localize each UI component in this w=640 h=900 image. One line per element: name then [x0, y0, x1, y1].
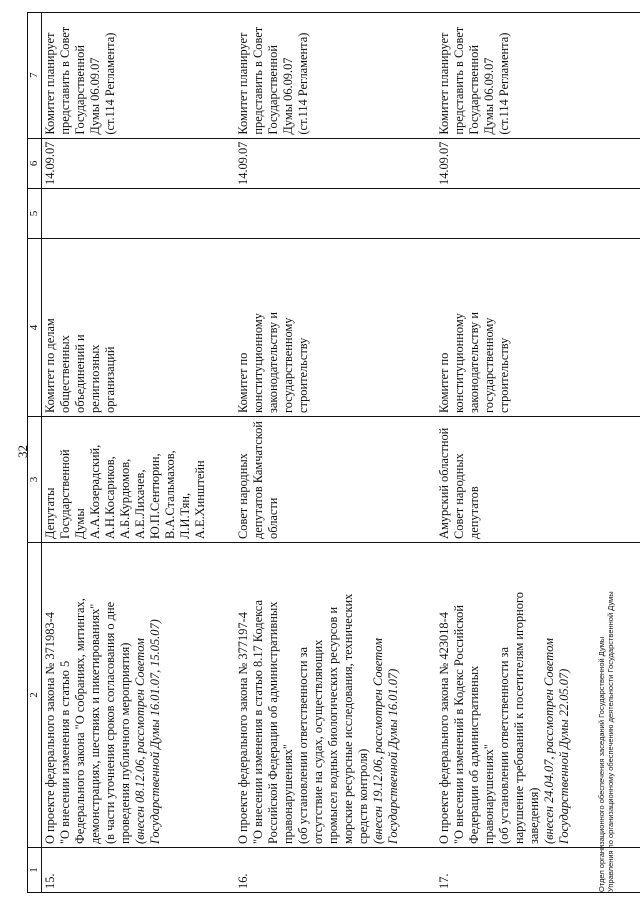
note-line: Государственной Думы 22.05.07): [556, 668, 571, 844]
committee-line: строительству: [496, 337, 511, 413]
committee-cell: [436, 239, 640, 417]
note-line: Государственной Думы 16.01.07, 15.05.07): [148, 619, 162, 844]
footer-line: Отдел организационного обеспечения заседаний Государственной Думы: [597, 636, 606, 892]
plan-line: Комитет планирует: [235, 32, 250, 135]
title-line: О проекте федерального закона № 377197-4: [235, 612, 250, 844]
page-footer: [597, 591, 615, 892]
column-5-cell: [42, 189, 235, 239]
note-line: (внесен 19.12.06, рассмотрен Советом: [370, 638, 385, 844]
committee-line: государственному: [481, 317, 496, 413]
initiator-line: Думы: [73, 508, 87, 539]
column-number: 4: [28, 239, 42, 417]
title-line: промысел водных биологических ресурсов и: [325, 606, 340, 844]
plan-line: Государственной: [73, 45, 87, 135]
initiator-line: Л.И.Тян,: [178, 492, 192, 539]
title-line: Федерации об административных: [466, 665, 481, 844]
plan-line: представить в Совет: [250, 26, 265, 135]
initiator-line: депутатов: [466, 486, 481, 539]
note-line: Государственной Думы 16.01.07): [385, 668, 400, 844]
plan-line: Комитет планирует: [43, 32, 57, 135]
committee-line: объединений и: [73, 334, 87, 413]
column-number: 7: [28, 12, 42, 138]
title-line: "О внесении изменения в статью 8.17 Кодекса: [250, 600, 265, 844]
committee-line: общественных: [58, 335, 72, 413]
table-row: [42, 12, 235, 892]
column-5-cell: [436, 189, 640, 239]
date-cell: 14.09.07: [235, 138, 436, 188]
title-line: (об установлении ответственности за: [295, 647, 310, 844]
plan-line: Комитет планирует: [436, 32, 451, 135]
plan-cell: [42, 12, 235, 138]
title-line: средств контроля): [355, 748, 370, 844]
plan-line: (ст.114 Регламента): [496, 32, 511, 135]
note-line: (внесен 08.12.06, рассмотрен Советом: [133, 638, 147, 844]
date-cell: 14.09.07: [42, 138, 235, 188]
title-line: (об установлении ответственности за: [496, 647, 511, 844]
bill-description: [235, 543, 436, 848]
title-line: "О внесении изменений в Кодекс Российской: [451, 605, 466, 844]
plan-line: Думы 06.09.07: [88, 57, 102, 135]
initiator-line: Депутаты: [43, 487, 57, 539]
initiator-line: Ю.П.Сентюрин,: [148, 453, 162, 539]
title-line: демонстрациях, шествиях и пикетированиях": [88, 603, 102, 844]
column-5-cell: [235, 189, 436, 239]
plan-line: (ст.114 Регламента): [295, 32, 310, 135]
title-line: О проекте федерального закона № 423018-4: [436, 612, 451, 844]
committee-cell: [42, 239, 235, 417]
plan-cell: [235, 12, 436, 138]
title-line: "О внесении изменения в статью 5: [58, 660, 72, 844]
title-line: нарушение требований к посетителям игорного: [511, 592, 526, 844]
row-number: 17.: [436, 848, 640, 893]
title-line: отсутствие на судах, осуществляющих: [310, 639, 325, 844]
initiator-line: Амурский областной: [436, 427, 451, 539]
initiator-line: депутатов Камчатской: [250, 421, 265, 539]
title-line: (в части уточнения сроков согласования о дне: [103, 601, 117, 844]
page-number: 32: [15, 445, 30, 458]
plan-line: Думы 06.09.07: [280, 57, 295, 135]
column-number-row: [28, 12, 42, 892]
committee-cell: [235, 239, 436, 417]
committee-line: Комитет по: [235, 352, 250, 413]
initiator-line: области: [265, 497, 280, 539]
committee-line: строительству: [295, 337, 310, 413]
committee-line: законодательству и: [466, 312, 481, 413]
committee-line: Комитет по: [436, 352, 451, 413]
title-line: проведения публичного мероприятия): [118, 642, 132, 844]
initiator-line: Совет народных: [451, 453, 466, 539]
table-row: [235, 12, 436, 892]
note-line: (внесен 24.04.07, рассмотрен Советом: [541, 638, 556, 844]
column-number: 6: [28, 138, 42, 188]
title-line: Российской Федерации об административных: [265, 601, 280, 844]
bill-description: [42, 543, 235, 848]
committee-line: конституционному: [250, 313, 265, 413]
date-cell: 14.09.07: [436, 138, 640, 188]
initiator-line: А.Е.Хинштейн: [193, 460, 207, 539]
initiator-line: А.Н.Косариков,: [103, 456, 117, 539]
committee-line: Комитет по делам: [43, 318, 57, 413]
column-number: 5: [28, 189, 42, 239]
title-line: правонарушениях": [280, 744, 295, 844]
plan-line: Государственной: [466, 45, 481, 135]
plan-cell: [436, 12, 640, 138]
title-line: морские ресурсные исследования, технических: [340, 593, 355, 844]
committee-line: государственному: [280, 317, 295, 413]
column-number: 1: [28, 848, 42, 893]
initiator-line: А.А.Козерадский,: [88, 444, 102, 539]
plan-line: Думы 06.09.07: [481, 57, 496, 135]
initiator-line: Государственной: [58, 449, 72, 539]
column-number: 2: [28, 543, 42, 848]
bills-table: [27, 12, 640, 893]
committee-line: конституционному: [451, 313, 466, 413]
initiator-line: Совет народных: [235, 453, 250, 539]
plan-line: представить в Совет: [58, 26, 72, 135]
initiator-cell: [436, 417, 640, 543]
initiator-line: А.Б.Курдюмов,: [118, 458, 132, 539]
title-line: Федерального закона "О собраниях, митингах,: [73, 598, 87, 844]
committee-line: религиозных: [88, 344, 102, 413]
title-line: О проекте федерального закона № 371983-4: [43, 612, 57, 844]
plan-line: Государственной: [265, 45, 280, 135]
footer-line: Управления по организационному обеспечению деятельности Государственной Думы: [606, 591, 615, 892]
initiator-cell: [42, 417, 235, 543]
initiator-cell: [235, 417, 436, 543]
committee-line: организаций: [103, 346, 117, 413]
plan-line: (ст.114 Регламента): [103, 32, 117, 135]
title-line: правонарушениях": [481, 744, 496, 844]
initiator-line: В.А.Стальмахов,: [163, 450, 177, 539]
plan-line: представить в Совет: [451, 26, 466, 135]
column-number: 3: [28, 417, 42, 543]
committee-line: законодательству и: [265, 312, 280, 413]
title-line: заведения): [526, 787, 541, 844]
row-number: 16.: [235, 848, 436, 893]
initiator-line: А.Е.Лихачев,: [133, 469, 147, 539]
row-number: 15.: [42, 848, 235, 893]
